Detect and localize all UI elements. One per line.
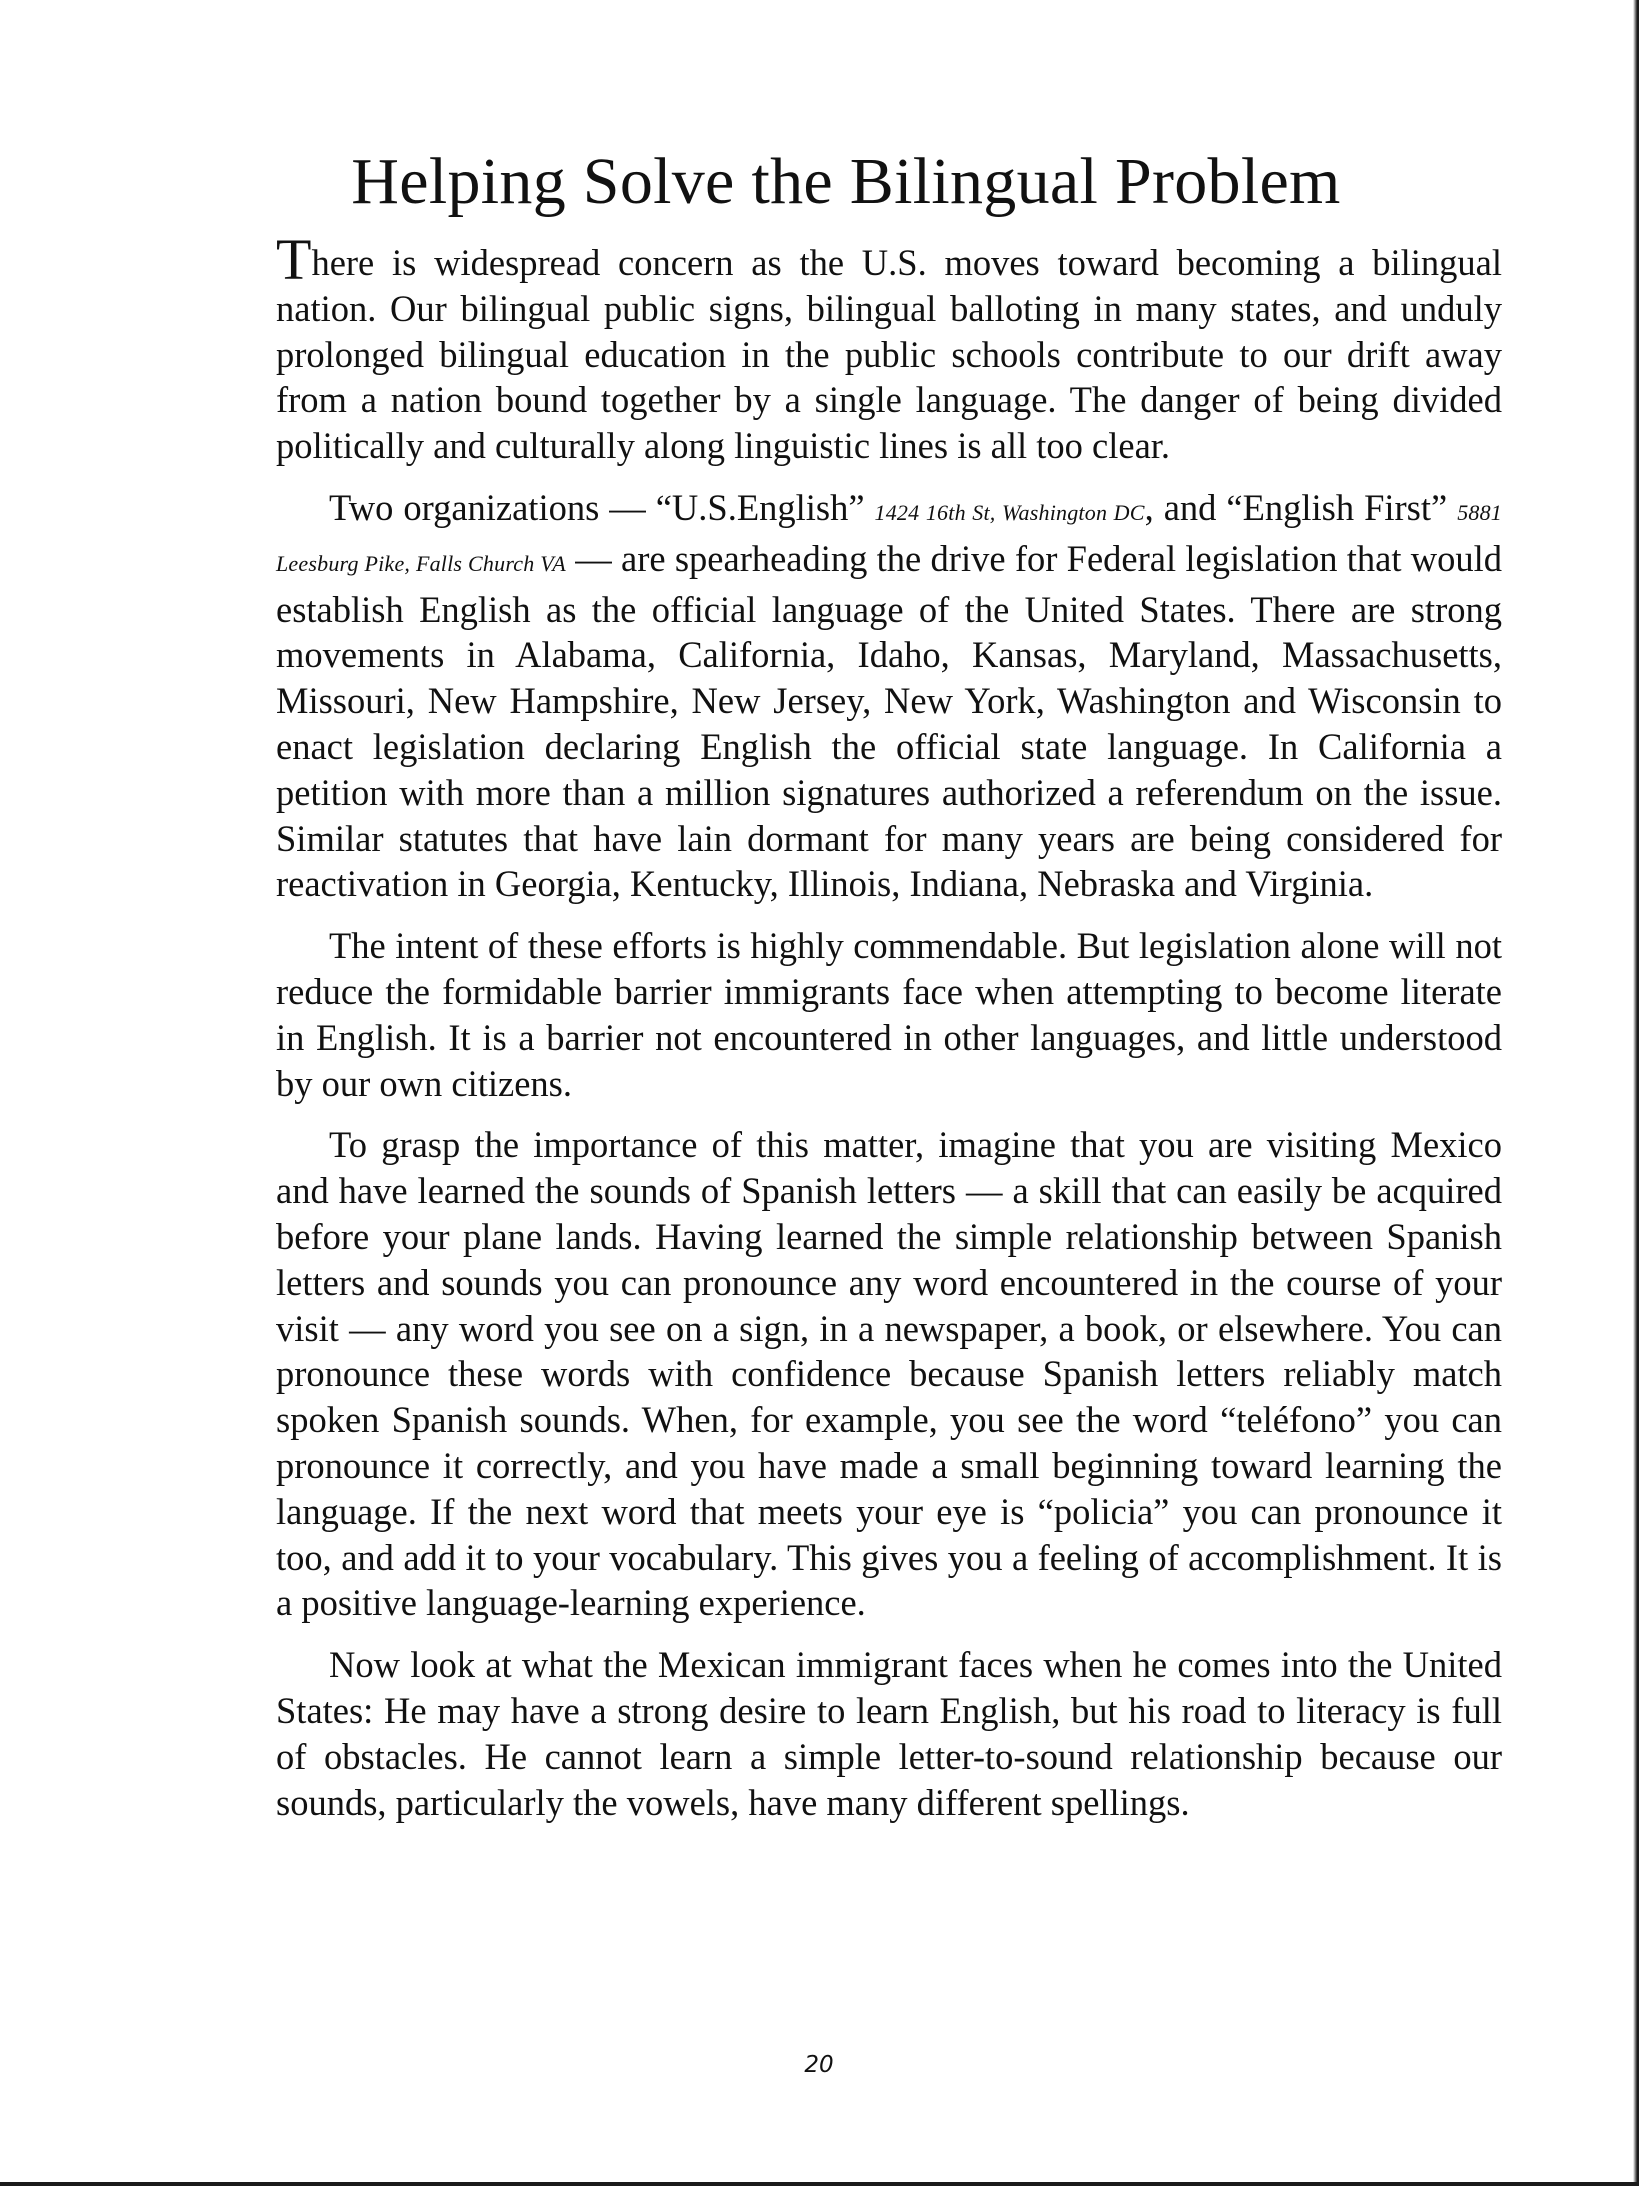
english-first-address: 5881 Leesburg Pike, Falls Church VA (276, 499, 1502, 576)
paragraph-organizations-part1: Two organizations — “U.S.English” (329, 486, 875, 528)
paragraph-organizations (276, 485, 1502, 907)
paragraph-intent: The intent of these efforts is highly commendable. But legislation alone will not reduce the formidable barrier immigrants face when attempting to become literate in English. It is a barrier not encountered in other languages, and little understood by our own citizens. (276, 925, 1502, 1104)
page-edge-bottom (0, 2182, 1639, 2186)
paragraph-organizations-part3: — are spearheading the drive for Federal legislation that would establish English as the official language of the United States. There are strong movements in Alabama, California, Idaho, Kansas, Maryland, Massachusetts, Missouri, New Hampshire, New Jersey, New York, Washington and Wisconsin to enact legislation declaring English the official state language. In California a petition with more than a million signatures authorized a referendum on the issue. Similar statutes that have lain dormant for many years are being considered for reactivation in Georgia, Kentucky, Illinois, Indiana, Nebraska and Virginia. (276, 537, 1502, 905)
us-english-address: 1424 16th St, Washington DC (874, 499, 1145, 525)
page-title: Helping Solve the Bilingual Problem (351, 145, 1341, 218)
article-body (276, 227, 1502, 1841)
drop-letter: T (276, 227, 312, 292)
paragraph-immigrant: Now look at what the Mexican immigrant faces when he comes into the United States: He may have a strong desire to learn English, but his road to literacy is full of obstacles. He cannot learn a simple letter-to-sound relationship because our sounds, particularly the vowels, have many different spellings. (276, 1644, 1502, 1823)
paragraph-intro (276, 227, 1502, 469)
paragraph-mexico-example: To grasp the importance of this matter, imagine that you are visiting Mexico and have learned the sounds of Spanish letters — a skill that can easily be acquired before your plane lands. Having learned the simple relationship between Spanish letters and sounds you can pronounce any word encountered in the course of your visit — any word you see on a sign, in a newspaper, a book, or elsewhere. You can pronounce these words with confidence because Spanish letters reliably match spoken Spanish sounds. When, for example, you see the word “teléfono” you can pronounce it correctly, and you have made a small beginning toward learning the language. If the next word that meets your eye is “policia” you can pronounce it too, and add it to your vocabulary. This gives you a feeling of accomplishment. It is a positive language-learning experience. (276, 1124, 1502, 1624)
paragraph-intro-text: here is widespread concern as the U.S. moves toward becoming a bilingual nation. Our bilingual public signs, bilingual balloting in many states, and unduly prolonged bilingual education in the public schools contribute to our drift away from a nation bound together by a single language. The danger of being divided politically and culturally along linguistic lines is all too clear. (276, 242, 1502, 467)
page-number: 20 (804, 2052, 834, 2078)
paragraph-organizations-part2: , and “English First” (1144, 486, 1458, 528)
page-edge-right (1633, 0, 1639, 2186)
